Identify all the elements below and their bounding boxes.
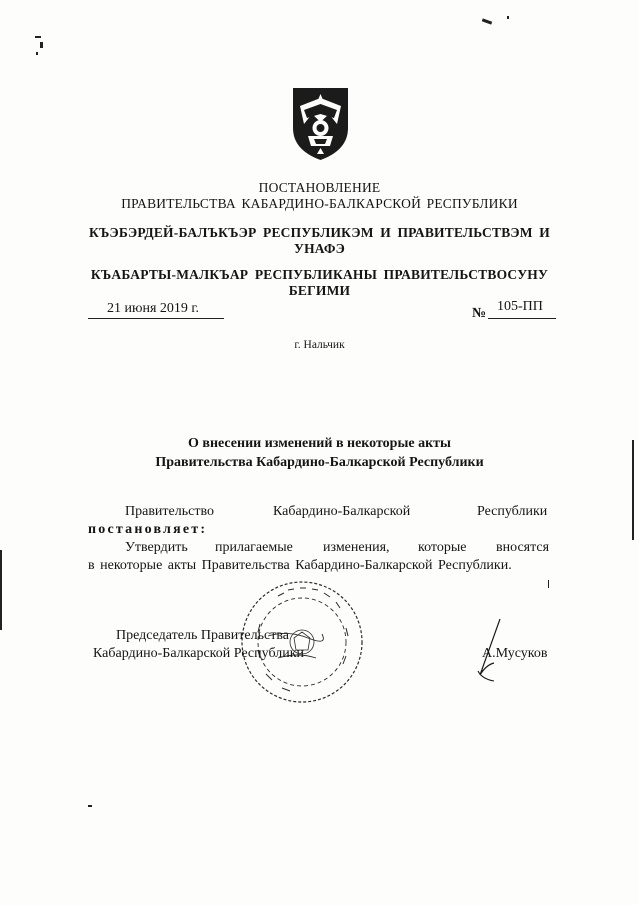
issuer-balkar-line1: КЪАБАРТЫ-МАЛКЪАР РЕСПУБЛИКАНЫ ПРАВИТЕЛЬСТВОСУНУ	[90, 267, 549, 282]
issuer-russian: ПРАВИТЕЛЬСТВА КАБАРДИНО-БАЛКАРСКОЙ РЕСПУБЛИКИ	[121, 196, 518, 211]
issuer-balkar-line2: БЕГИМИ	[288, 283, 351, 298]
scan-mark	[35, 36, 41, 38]
city: г. Нальчик	[294, 339, 345, 351]
coat-of-arms-emblem	[290, 84, 351, 162]
scan-mark	[507, 16, 509, 19]
body-word: изменения,	[323, 540, 390, 555]
signatory-position-line1: Председатель Правительства	[116, 628, 289, 643]
scan-mark	[548, 580, 549, 588]
signatory-name: А.Мусуков	[482, 646, 548, 661]
body-text-line: в некоторые акты Правительства Кабардино-Балкарской Республики.	[88, 558, 512, 573]
scan-mark	[36, 52, 38, 55]
body-word: вносятся	[496, 540, 550, 555]
body-word: прилагаемые	[215, 540, 293, 555]
scan-mark	[0, 550, 2, 630]
issuer-kabardian-line1: КЪЭБЭРДЕЙ-БАЛЪКЪЭР РЕСПУБЛИКЭМ И ПРАВИТЕЛЬСТВЭМ И	[89, 225, 550, 240]
body-word: Кабардино-Балкарской	[273, 504, 411, 519]
date-underline	[88, 318, 224, 319]
body-word: Утвердить	[125, 540, 188, 555]
signatory-position-line2: Кабардино-Балкарской Республики	[93, 646, 304, 661]
body-word: Правительство	[125, 504, 214, 519]
document-type: ПОСТАНОВЛЕНИЕ	[258, 180, 381, 195]
scan-mark	[482, 18, 492, 24]
scan-mark	[40, 42, 43, 48]
body-decree-word: постановляет:	[88, 522, 208, 537]
document-number: 105-ПП	[497, 299, 543, 314]
document-date: 21 июня 2019 г.	[107, 301, 200, 316]
body-word: которые	[418, 540, 467, 555]
number-sign: №	[472, 306, 487, 321]
issuer-kabardian-line2: УНАФЭ	[293, 241, 346, 256]
body-word: Республики	[477, 504, 548, 519]
scan-mark	[88, 805, 92, 807]
number-underline	[488, 318, 556, 319]
document-title-line2: Правительства Кабардино-Балкарской Республики	[155, 455, 484, 470]
document-title-line1: О внесении изменений в некоторые акты	[188, 436, 451, 451]
